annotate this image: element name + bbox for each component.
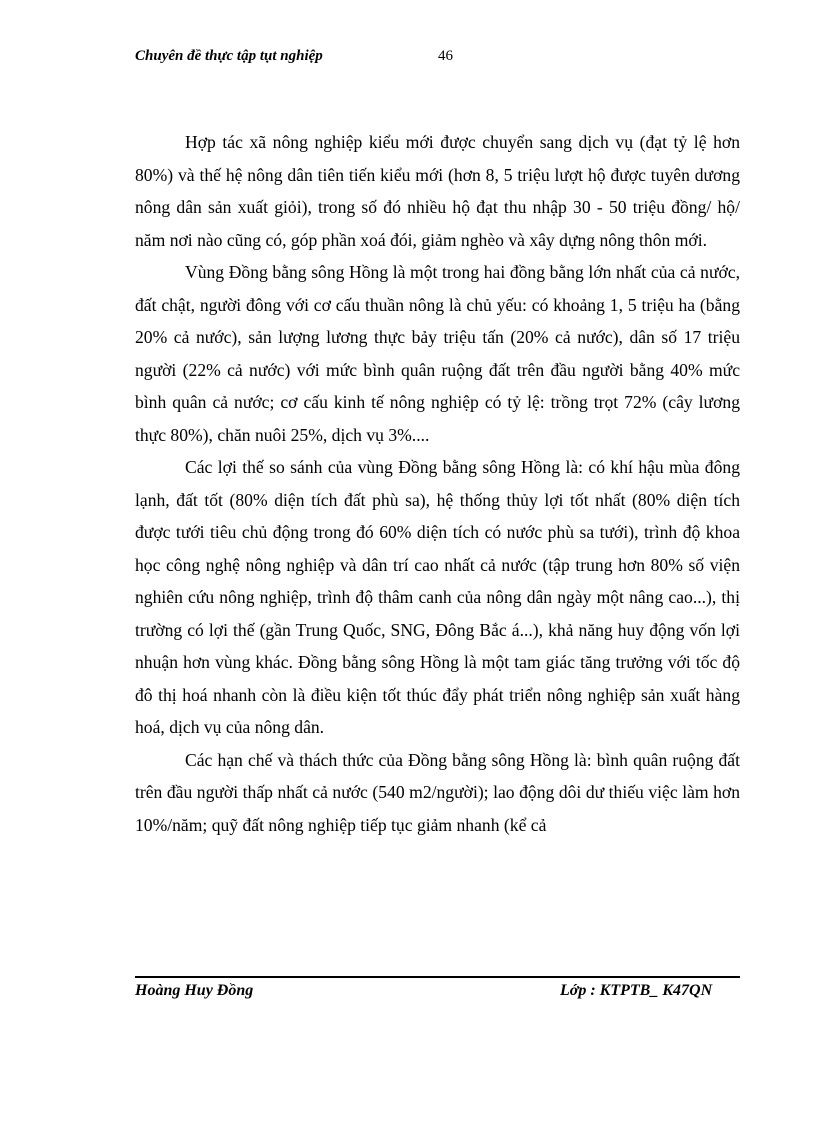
paragraph: Các hạn chế và thách thức của Đồng bằng sông Hồng là: bình quân ruộng đất trên đầu người thấp nhất cả nước (540 m2/người); lao động dôi dư thiếu việc làm hơn 10%/năm; quỹ đất nông nghiệp tiếp tục giảm nhanh (kể cả: [135, 749, 740, 835]
paragraph: Vùng Đồng bằng sông Hồng là một trong hai đồng bằng lớn nhất của cả nước, đất chật, người đông với cơ cấu thuần nông là chủ yếu: có khoảng 1, 5 triệu ha (bằng 20% cả nước), sản lượng lương thực bảy triệu tấn (20% cả nước), dân số 17 triệu người (22% cả nước) với mức bình quân ruộng đất trên đầu người bằng 40% mức bình quân cả nước; cơ cấu kinh tế nông nghiệp có tỷ lệ: trồng trọt 72% (cây lương thực 80%), chăn nuôi 25%, dịch vụ 3%....: [135, 262, 740, 445]
paragraph: Hợp tác xã nông nghiệp kiểu mới được chuyển sang dịch vụ (đạt tỷ lệ hơn 80%) và thế hệ nông dân tiên tiến kiểu mới (hơn 8, 5 triệu lượt hộ được tuyên dương nông dân sản xuất giỏi), trong số đó nhiều hộ đạt thu nhập 30 - 50 triệu đồng/ hộ/ năm nơi nào cũng có, góp phần xoá đói, giảm nghèo và xây dựng nông thôn mới.: [135, 132, 740, 250]
page-header: [135, 48, 735, 70]
footer-divider: [135, 976, 740, 978]
body-text: [135, 126, 740, 841]
footer-class: Lớp : KTPTB_ K47QN: [560, 982, 713, 999]
page-number: 46: [438, 48, 453, 64]
header-title: Chuyên đề thực tập tụt nghiệp: [135, 48, 323, 64]
paragraph: Các lợi thế so sánh của vùng Đồng bằng sông Hồng là: có khí hậu mùa đông lạnh, đất tốt (80% diện tích đất phù sa), hệ thống thủy lợi tốt nhất (80% diện tích được tưới tiêu chủ động trong đó 60% diện tích có nước phù sa tưới), trình độ khoa học công nghệ nông nghiệp và dân trí cao nhất cả nước (tập trung hơn 80% số viện nghiên cứu nông nghiệp, trình độ thâm canh của nông dân ngày một nâng cao...), thị trường có lợi thế (gần Trung Quốc, SNG, Đông Bắc á...), khả năng huy động vốn lợi nhuận hơn vùng khác. Đồng bằng sông Hồng là một tam giác tăng trưởng với tốc độ đô thị hoá nhanh còn là điều kiện tốt thúc đẩy phát triển nông nghiệp sản xuất hàng hoá, dịch vụ của nông dân.: [135, 457, 740, 737]
footer-author: Hoàng Huy Đồng: [135, 982, 254, 999]
